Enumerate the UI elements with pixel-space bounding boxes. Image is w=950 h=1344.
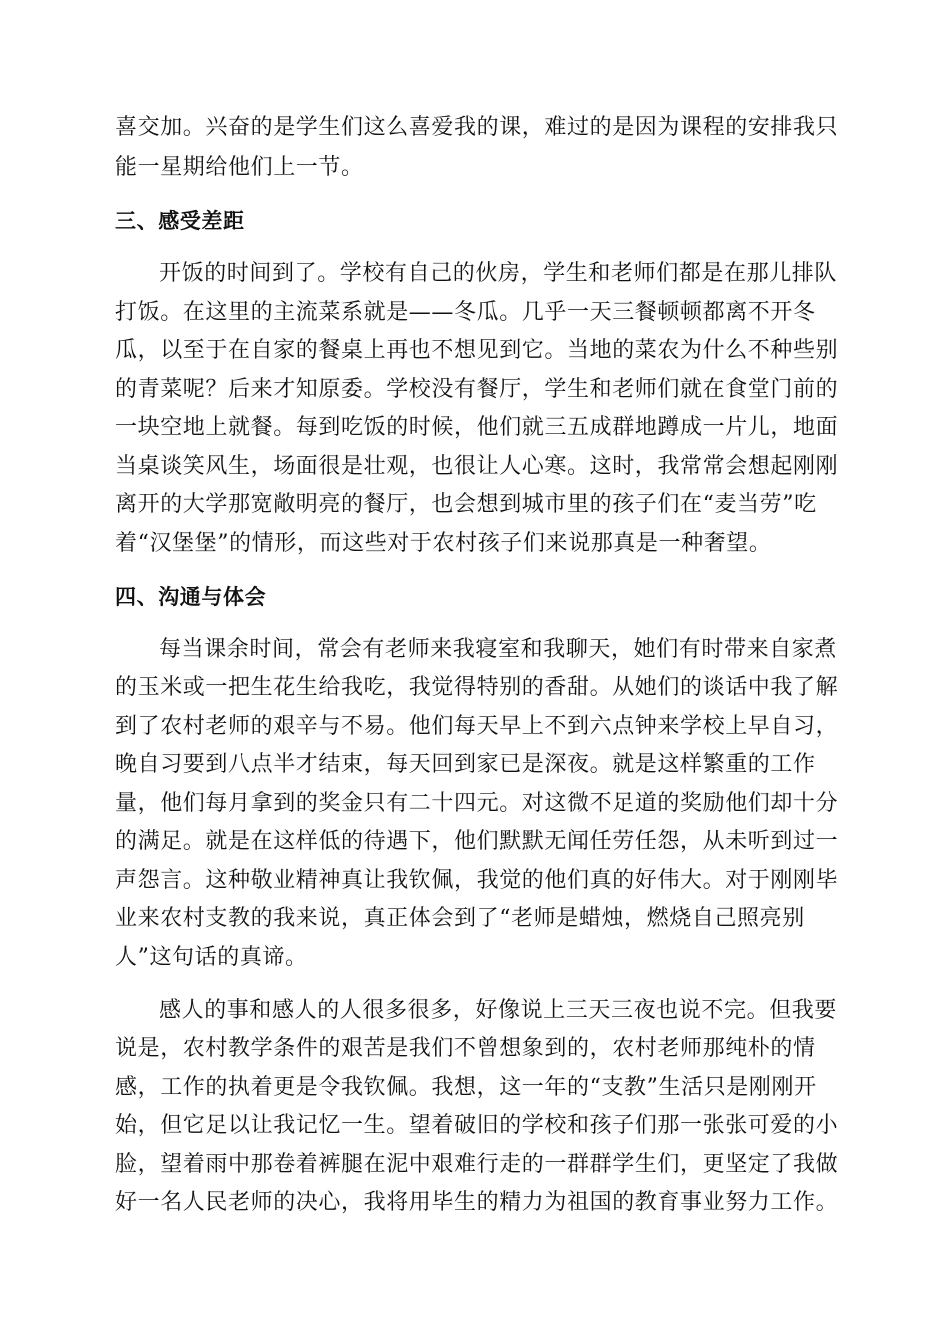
text-line: 声怨言。这种敬业精神真让我钦佩，我觉的他们真的好伟大。对于刚刚毕	[115, 868, 839, 893]
text-line: 开饭的时间到了。学校有自己的伙房，学生和老师们都是在那儿排队	[159, 261, 838, 286]
text-line: 喜交加。兴奋的是学生们这么喜爱我的课，难过的是因为课程的安排我只	[115, 115, 839, 140]
text-line: 打饭。在这里的主流菜系就是——冬瓜。几乎一天三餐顿顿都离不开冬	[115, 300, 816, 325]
text-line: 一块空地上就餐。每到吃饭的时候，他们就三五成群地蹲成一片儿，地面	[115, 415, 839, 440]
text-line: 人”这句话的真谛。	[115, 945, 308, 970]
text-line: 着“汉堡堡”的情形，而这些对于农村孩子们来说那真是一种奢望。	[115, 531, 772, 556]
text-line: 业来农村支教的我来说，真正体会到了“老师是蜡烛，燃烧自己照亮别	[115, 906, 805, 931]
text-line: 感，工作的执着更是令我钦佩。我想，这一年的“支教”生活只是刚刚开	[115, 1075, 817, 1100]
text-line: 量，他们每月拿到的奖金只有二十四元。对这微不足道的奖励他们却十分	[115, 791, 839, 816]
text-line: 的青菜呢？后来才知原委。学校没有餐厅，学生和老师们就在食堂门前的	[115, 377, 839, 402]
section-heading-3: 三、感受差距	[115, 209, 245, 233]
text-line: 的玉米或一把生花生给我吃，我觉得特别的香甜。从她们的谈话中我了解	[115, 675, 839, 700]
text-line: 瓜，以至于在自家的餐桌上再也不想见到它。当地的菜农为什么不种些别	[115, 338, 839, 363]
text-line: 感人的事和感人的人很多很多，好像说上三天三夜也说不完。但我要	[159, 998, 838, 1023]
text-line: 说是，农村教学条件的艰苦是我们不曾想象到的，农村老师那纯朴的情	[115, 1036, 816, 1061]
text-line: 始，但它足以让我记忆一生。望着破旧的学校和孩子们那一张张可爱的小	[115, 1113, 839, 1138]
text-line: 离开的大学那宽敞明亮的餐厅，也会想到城市里的孩子们在“麦当劳”吃	[115, 492, 817, 517]
text-line: 每当课余时间，常会有老师来我寝室和我聊天，她们有时带来自家煮	[159, 637, 838, 662]
text-line: 当桌谈笑风生，场面很是壮观，也很让人心寒。这时，我常常会想起刚刚	[115, 454, 839, 479]
text-line: 脸，望着雨中那卷着裤腿在泥中艰难行走的一群群学生们，更坚定了我做	[115, 1152, 839, 1177]
text-line: 的满足。就是在这样低的待遇下，他们默默无闻任劳任怨，从未听到过一	[115, 829, 839, 854]
text-line: 好一名人民老师的决心，我将用毕生的精力为祖国的教育事业努力工作。	[115, 1190, 839, 1215]
text-line: 到了农村老师的艰辛与不易。他们每天早上不到六点钟来学校上早自习，	[115, 714, 839, 739]
text-line: 能一星期给他们上一节。	[115, 155, 364, 180]
text-line: 晚自习要到八点半才结束，每天回到家已是深夜。就是这样繁重的工作	[115, 752, 816, 777]
section-heading-4: 四、沟通与体会	[115, 585, 267, 609]
